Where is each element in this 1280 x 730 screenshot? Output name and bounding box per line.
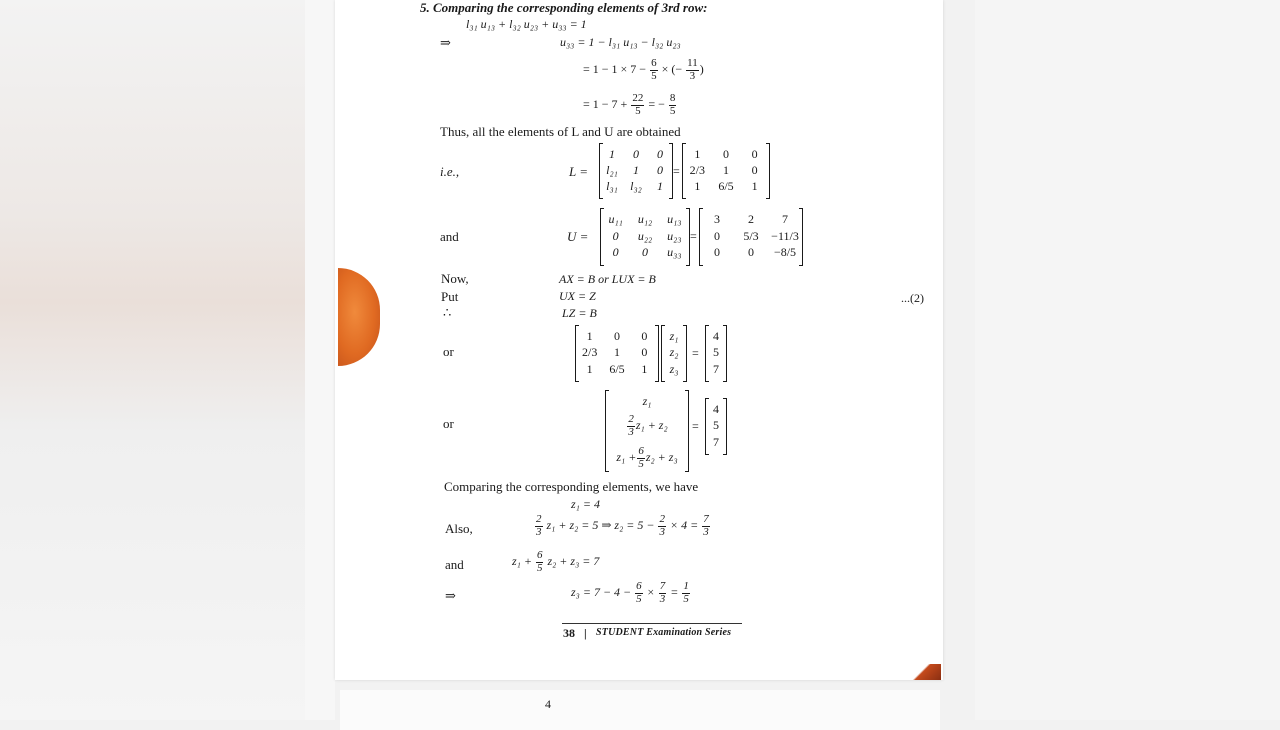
b_vec-cell-r1-c1: 4 xyxy=(713,329,719,343)
L_val-cell-r3-c1: 1 xyxy=(694,179,701,193)
now-label: Now, xyxy=(441,271,469,286)
U_val-cell-r3-c3: −8/5 xyxy=(773,245,797,260)
sys_mat-cell-r2-c1: 2/3 xyxy=(581,345,598,360)
U_val-cell-r3-c2: 0 xyxy=(748,245,754,260)
U_val-cell-r1-c2: 2 xyxy=(748,212,754,226)
L-label: L = xyxy=(569,164,589,179)
z1-equation: z₁ = 4 xyxy=(571,497,600,511)
implies-arrow-1: ⇒ xyxy=(440,35,451,50)
b_vec-cell-r3-c1: 7 xyxy=(713,361,719,376)
blurred-background-right xyxy=(975,0,1280,720)
U_val-cell-r2-c2: 5/3 xyxy=(743,228,759,243)
z3-equation: z₃ = 7 − 4 − $\frac{6}{5}$ × $\frac{7}{3}$ = $\frac{1}{5}$ xyxy=(571,580,689,605)
sys_mat-cell-r1-c3: 0 xyxy=(641,329,648,343)
U_sym-cell-r2-c1: 0 xyxy=(612,228,619,243)
ax-b-equation: AX = B or LUX = B xyxy=(559,272,656,286)
b-vector-1 xyxy=(705,325,727,382)
equation-u33-step2: = 1 − 7 + $\frac{22}{5}$ = − $\frac{8}{5}$ xyxy=(583,92,676,117)
U_sym-cell-r3-c2: 0 xyxy=(641,245,648,260)
L_val-cell-r1-c3: 0 xyxy=(751,147,758,161)
sys_mat-cell-r3-c1: 1 xyxy=(586,361,593,376)
expanded-row-1: z₁ xyxy=(642,394,652,408)
lz-b-equation: LZ = B xyxy=(562,306,597,320)
z2-equation: $\frac{2}{3}$ z₁ + z₂ = 5 ⇒ z₂ = 5 − $\frac{2}{3}$ × 4 = $\frac{7}{3}$ xyxy=(536,513,709,538)
U_sym-cell-r2-c3: u₂₃ xyxy=(667,228,682,243)
L_sym-cell-r3-c3: 1 xyxy=(657,179,663,193)
U_sym-cell-r1-c2: u₁₂ xyxy=(637,212,653,226)
or-label-2: or xyxy=(443,416,454,431)
expanded-row-2: $\frac{2}{3}$ z₁ + z₂ xyxy=(628,413,668,438)
U_val-cell-r1-c1: 3 xyxy=(714,212,720,226)
U_sym-cell-r1-c3: u₁₃ xyxy=(667,212,682,226)
L_val-cell-r3-c2: 6/5 xyxy=(718,179,734,193)
U_val-cell-r1-c3: 7 xyxy=(782,212,788,226)
U_sym-cell-r1-c1: u₁₁ xyxy=(608,212,623,226)
U-symbolic-matrix xyxy=(600,208,690,266)
equals-sign-sys: = xyxy=(692,346,699,360)
sys_mat-cell-r2-c3: 0 xyxy=(641,345,648,360)
U_val-cell-r2-c1: 0 xyxy=(714,228,720,243)
L_sym-cell-r1-c1: 1 xyxy=(609,147,615,161)
b_vec-cell-r2-c1: 5 xyxy=(713,345,719,360)
U-label: U = xyxy=(567,229,589,244)
sys_mat-cell-r3-c3: 1 xyxy=(641,361,648,376)
z_vec-cell-r1-c1: z₁ xyxy=(669,329,679,343)
ie-label: i.e., xyxy=(440,164,460,179)
footer-page-number: 38 xyxy=(563,626,575,640)
b_vec-cell-r1-c1: 4 xyxy=(713,402,719,416)
b_vec-cell-r3-c1: 7 xyxy=(713,434,719,449)
z_vec-cell-r2-c1: z₂ xyxy=(669,345,679,360)
L_val-cell-r3-c3: 1 xyxy=(751,179,758,193)
ux-z-equation: UX = Z xyxy=(559,289,596,303)
footer-separator: | xyxy=(584,626,587,640)
b-vector-2 xyxy=(705,398,727,455)
footer-series-title: STUDENT Examination Series xyxy=(596,627,732,638)
put-label: Put xyxy=(441,289,459,304)
and-label-2: and xyxy=(445,557,464,572)
L_sym-cell-r1-c3: 0 xyxy=(657,147,663,161)
L_val-cell-r1-c1: 1 xyxy=(694,147,701,161)
L_sym-cell-r2-c1: l₂₁ xyxy=(606,163,618,177)
sys_mat-cell-r1-c1: 1 xyxy=(586,329,593,343)
or-label-1: or xyxy=(443,344,454,359)
L_val-cell-r1-c2: 0 xyxy=(722,147,729,161)
thus-statement: Thus, all the elements of L and U are obtained xyxy=(440,124,681,139)
background-strip xyxy=(305,0,335,720)
z-sum-equation: z₁ + $\frac{6}{5}$ z₂ + z₃ = 7 xyxy=(512,549,600,574)
next-page-edge xyxy=(340,690,940,730)
L-symbolic-matrix xyxy=(599,143,673,199)
L_sym-cell-r1-c2: 0 xyxy=(633,147,639,161)
sys_mat-cell-r2-c2: 1 xyxy=(613,345,620,360)
implies-arrow-2: ⇒ xyxy=(445,588,456,603)
comparing-statement: Comparing the corresponding elements, we have xyxy=(444,479,699,494)
sys_mat-cell-r3-c2: 6/5 xyxy=(609,361,625,376)
sys_mat-cell-r1-c2: 0 xyxy=(613,329,620,343)
U_val-cell-r2-c3: −11/3 xyxy=(771,228,799,243)
L_sym-cell-r3-c1: l₃₁ xyxy=(606,179,618,193)
b_vec-cell-r2-c1: 5 xyxy=(713,418,719,433)
L_sym-cell-r2-c3: 0 xyxy=(657,163,663,177)
U-value-matrix xyxy=(699,208,803,266)
therefore-symbol: ∴ xyxy=(443,305,452,320)
z_vec-cell-r3-c1: z₃ xyxy=(669,361,679,376)
L-value-matrix xyxy=(682,143,770,199)
blurred-background-left xyxy=(0,0,305,720)
U_sym-cell-r3-c3: u₃₃ xyxy=(667,245,682,260)
coefficient-matrix xyxy=(575,325,659,382)
also-label: Also, xyxy=(445,521,473,536)
page-corner-shadow xyxy=(905,664,941,680)
L_sym-cell-r3-c2: l₃₂ xyxy=(630,179,642,193)
section-heading: 5. Comparing the corresponding elements of 3rd row: xyxy=(420,0,708,15)
U_sym-cell-r2-c2: u₂₂ xyxy=(637,228,653,243)
L_sym-cell-r2-c2: 1 xyxy=(633,163,639,177)
U_val-cell-r3-c1: 0 xyxy=(714,245,720,260)
L_val-cell-r2-c2: 1 xyxy=(722,163,729,177)
and-label-1: and xyxy=(440,229,459,244)
equation-reference: ...(2) xyxy=(901,291,924,305)
footer-rule xyxy=(562,623,742,624)
expanded-lhs-vector xyxy=(605,390,689,472)
equation-row3: l₃₁ u₁₃ + l₃₂ u₂₃ + u₃₃ = 1 xyxy=(466,17,587,31)
L_val-cell-r2-c1: 2/3 xyxy=(689,163,705,177)
next-page-vector-top: 4 xyxy=(545,697,551,711)
equals-sign-L: = xyxy=(673,164,680,178)
equation-u33-step1: = 1 − 1 × 7 − $\frac{6}{5}$ × (− $\frac{11}{3}$ ) xyxy=(583,57,704,82)
U_sym-cell-r3-c1: 0 xyxy=(612,245,619,260)
z-vector xyxy=(661,325,687,382)
equals-sign-U: = xyxy=(690,229,697,243)
expanded-row-3: z₁ + $\frac{6}{5}$ z₂ + z₃ xyxy=(616,445,678,470)
equation-u33: u₃₃ = 1 − l₃₁ u₁₃ − l₃₂ u₂₃ xyxy=(560,35,681,49)
L_val-cell-r2-c3: 0 xyxy=(751,163,758,177)
equals-sign-sys2: = xyxy=(692,419,699,433)
